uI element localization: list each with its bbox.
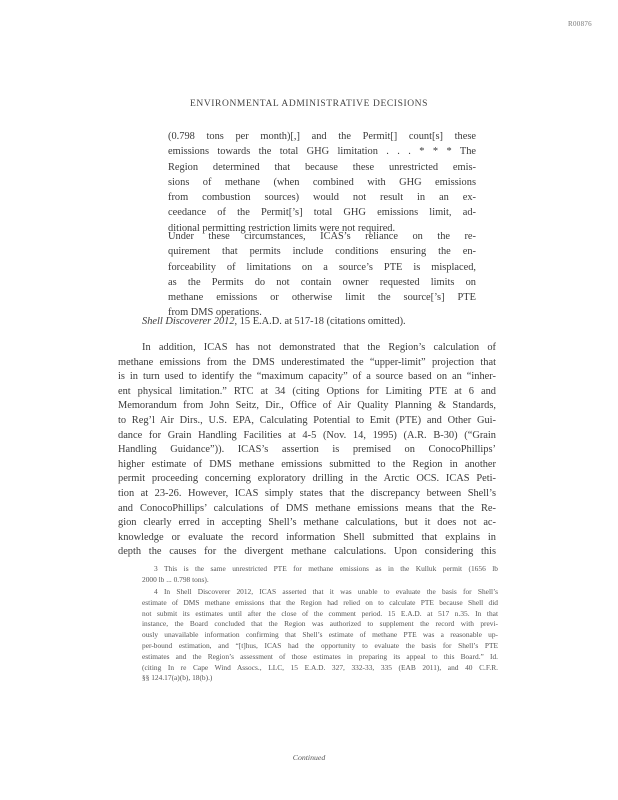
quote-line: from combustion sources) would not result in an ex-: [168, 192, 476, 204]
case-citation: [142, 314, 406, 329]
quote-block-2: [168, 229, 476, 321]
quote-line: emissions towards the total GHG limitation . . . * * * The: [168, 146, 476, 158]
quote-line: ditional permitting restriction limits were not required.: [168, 222, 396, 234]
body-line: and ConocoPhillips’ calculations of DMS methane emissions means that the Re-: [118, 502, 496, 514]
body-line: tion at 23-26. However, ICAS simply states that the discrepancy between Shell’s: [118, 487, 496, 499]
footnote-line: instance, the Board concluded that the Region was authorized to supplement the record with previ-: [142, 619, 498, 629]
footnote-line: not submit its estimates until after the close of the comment period. 15 E.A.D. at 517 n.35. In that: [142, 608, 498, 618]
quote-line: Under these circumstances, ICAS’s reliance on the re-: [168, 231, 476, 242]
body-line: depth the causes for the divergent methane calculations. Upon considering this: [118, 546, 496, 558]
quote-line: ceedance of the Permit[’s] total GHG emissions limit, ad-: [168, 207, 476, 219]
body-line: In addition, ICAS has not demonstrated that the Region’s calculation of: [142, 342, 496, 353]
footnote-line: 2000 lb ... 0.798 tons).: [142, 574, 209, 584]
footnote-line: ously unavailable information confirming that Shell’s estimate of methane PTE was a reasonable up-: [142, 630, 498, 640]
quote-line: as the Permits do not contain owner requested limits on: [168, 276, 476, 288]
continued-label: Continued: [292, 753, 326, 762]
body-line: permit proceeding concerning exploratory drilling in the Arctic OCS. ICAS Peti-: [118, 473, 496, 485]
citation-case-name: Shell Discoverer 2012: [142, 316, 235, 327]
footnote-4: [142, 587, 498, 684]
citation-rest: , 15 E.A.D. at 517-18 (citations omitted).: [234, 316, 406, 327]
body-line: knowledge or evaluate the record information Shell submitted that explains in: [118, 531, 496, 543]
body-line: is in turn used to identify the “maximum capacity” of a source based on an “inher-: [118, 371, 496, 383]
body-line: dance for Grain Handling Facilities at 4-5 (Nov. 14, 1995) (A.R. B-30) (“Grain: [118, 429, 496, 441]
footnote-line: estimates and the Region’s assessment of those estimates in preparing its appeal to this Board.” Id.: [142, 651, 498, 661]
quote-line: quirement that permits include conditions ensuring the en-: [168, 246, 476, 258]
quote-line: from DMS operations.: [168, 307, 262, 319]
body-line: Memorandum from John Seitz, Dir., Office of Air Quality Planning & Standards,: [118, 400, 496, 412]
footnote-line: estimate of DMS methane emissions that the Region had relied on to calculate PTE because Shell did: [142, 597, 498, 607]
footnote-line: per-bound estimation, and “[t]hus, ICAS had the opportunity to evaluate the basis for Shell’s PTE: [142, 640, 498, 650]
quote-block-1: [168, 129, 476, 236]
body-line: to Reg’l Air Dirs., U.S. EPA, Calculating Potential to Emit (PTE) and Other Gui-: [118, 414, 496, 426]
running-head: ENVIRONMENTAL ADMINISTRATIVE DECISIONS: [189, 99, 429, 109]
body-line: ent physical limitation.” RTC at 34 (citing Options for Limiting PTE at 6 and: [118, 385, 496, 397]
body-paragraph: [118, 341, 496, 560]
footnote-3: [142, 564, 498, 586]
footnote-line: 4 In Shell Discoverer 2012, ICAS asserted that it was unable to evaluate the basis for Shell’s: [154, 587, 498, 596]
quote-line: Region determined that because these unrestricted emis-: [168, 161, 476, 173]
footnote-line: 3 This is the same unrestricted PTE for methane emissions as in the Kulluk permit (1656 lb: [154, 564, 498, 573]
footnote-line: §§ 124.17(a)(b), 18(b).): [142, 673, 213, 683]
footnote-line: (citing In re Cape Wind Assocs., LLC, 15 E.A.D. 327, 332-33, 335 (EAB 2011), and 40 C.F.R.: [142, 662, 498, 672]
quote-line: forceability of limitations on a source’s PTE is misplaced,: [168, 261, 476, 273]
body-line: Handling Guidance”)). ICAS’s assertion is premised on ConocoPhillips’: [118, 444, 496, 456]
quote-line: methane emissions or otherwise limit the source[’s] PTE: [168, 292, 476, 304]
page-id-stamp: R00876: [568, 20, 592, 28]
body-line: gion clearly erred in accepting Shell’s methane calculations, but it does not ac-: [118, 517, 496, 529]
body-line: higher estimate of DMS methane emissions submitted to the Region in another: [118, 458, 496, 470]
quote-line: sions of methane (when combined with GHG emissions: [168, 176, 476, 188]
quote-line: (0.798 tons per month)[,] and the Permit[] count[s] these: [168, 131, 476, 142]
body-line: methane emissions from the DMS underestimated the “upper-limit” projection that: [118, 356, 496, 368]
